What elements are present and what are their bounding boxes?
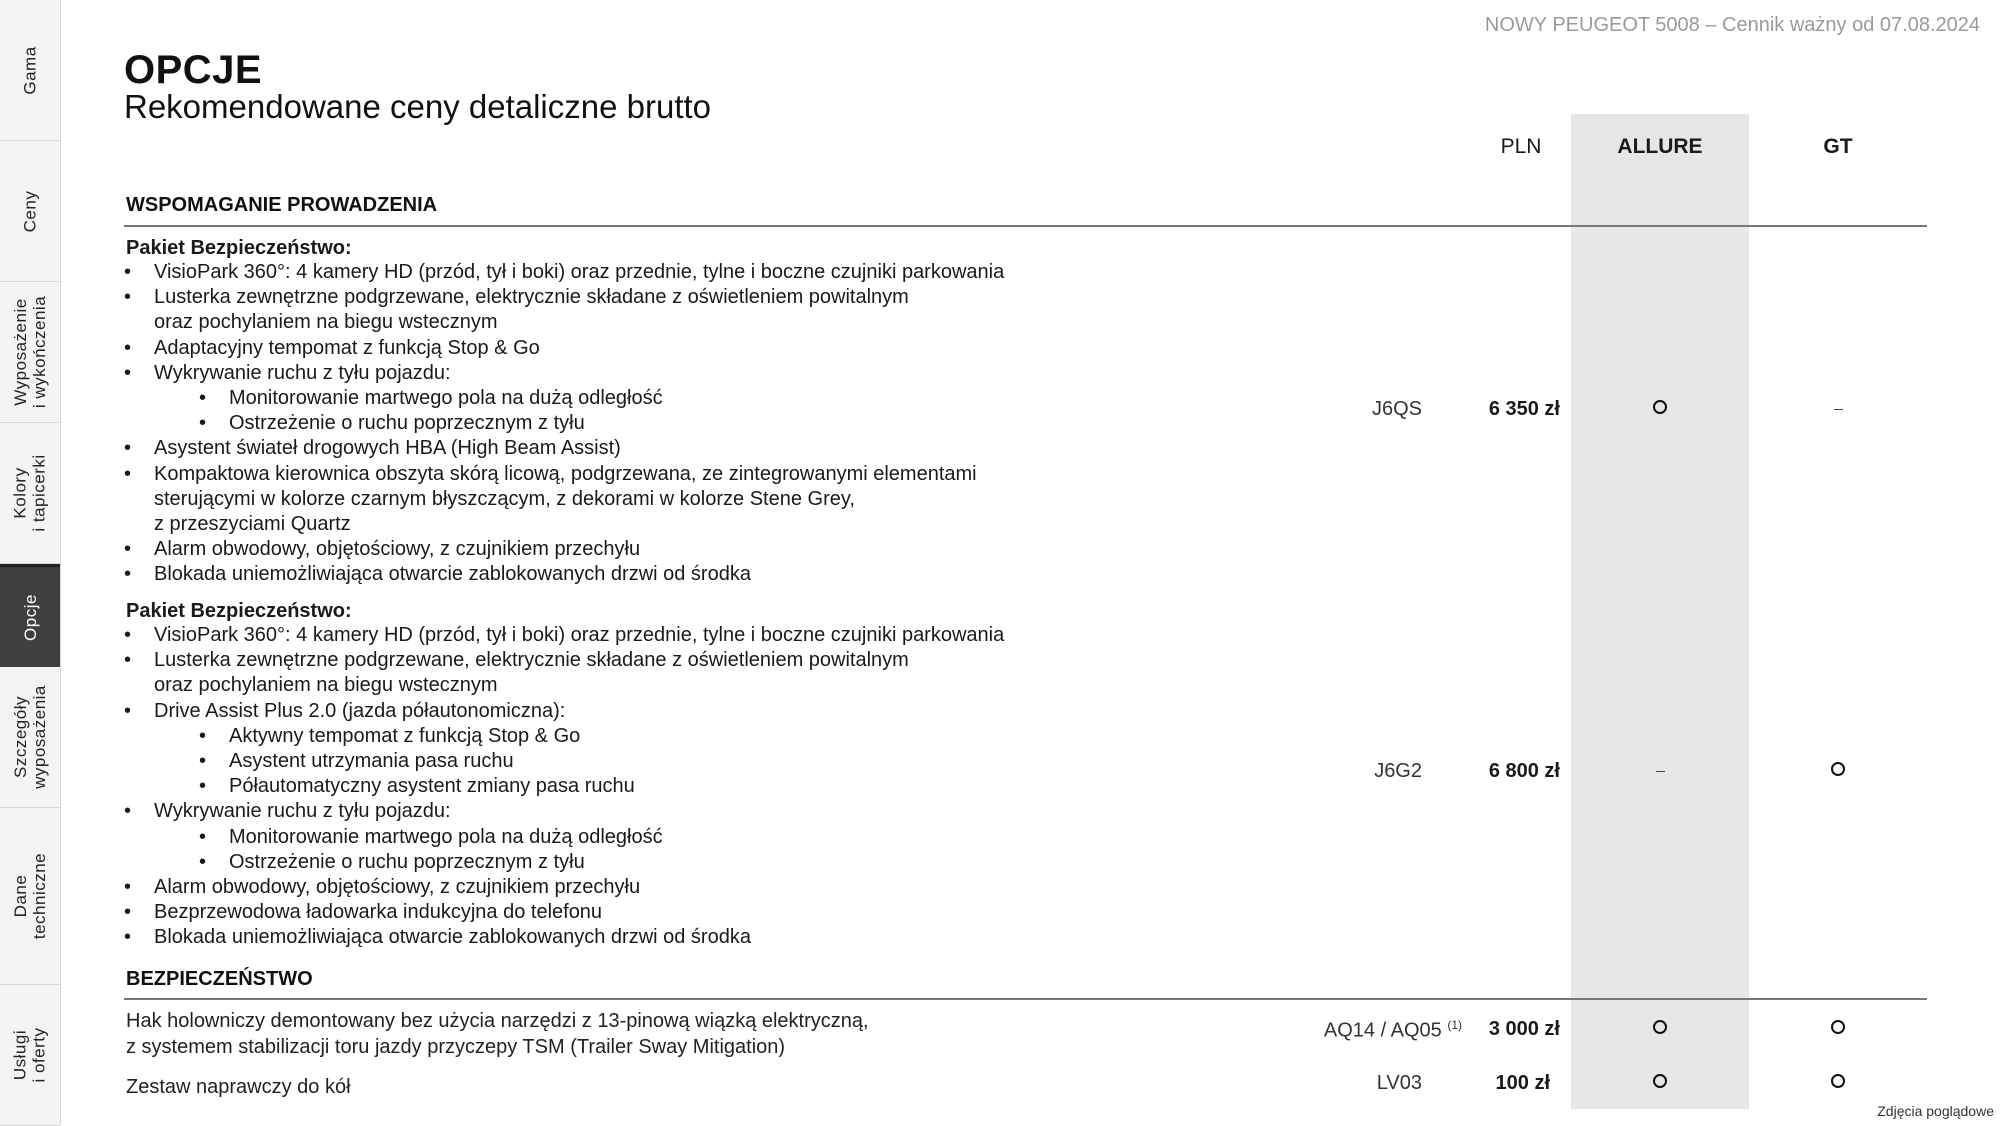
- sidebar-tab-label: Dane techniczne: [11, 852, 49, 940]
- gt-available-indicator: [1749, 1072, 1927, 1093]
- package-feature-list: [124, 623, 1004, 951]
- list-item: • Lusterka zewnętrzne podgrzewane, elektrycznie składane z oświetleniem powitalnym: [124, 649, 909, 672]
- sidebar-tab-uslugi[interactable]: [0, 985, 60, 1126]
- list-item: • Drive Assist Plus 2.0 (jazda półautonomiczna):: [124, 699, 566, 722]
- list-item-continuation: z przeszyciami Quartz: [154, 513, 351, 536]
- column-header-allure: ALLURE: [1617, 135, 1703, 158]
- list-item: • Blokada uniemożliwiająca otwarcie zablokowanych drzwi od środka: [124, 926, 751, 949]
- option-available-icon: [1831, 1020, 1845, 1034]
- sidebar-tab-kolory[interactable]: [0, 423, 60, 564]
- list-item-continuation: oraz pochylaniem na biegu wstecznym: [154, 674, 498, 697]
- option-price: 6 800 zł: [1488, 760, 1560, 782]
- page-title: OPCJE: [124, 48, 263, 92]
- sidebar-tab-label: Wyposażenie i wykończenia: [11, 295, 50, 409]
- list-subitem: • Aktywny tempomat z funkcją Stop & Go: [199, 724, 581, 747]
- sidebar-tab-dane[interactable]: [0, 808, 60, 985]
- package-title: Pakiet Bezpieczeństwo:: [126, 237, 352, 259]
- option-price: 100 zł: [1495, 1072, 1550, 1094]
- list-item: • Kompaktowa kierownica obszyta skórą licową, podgrzewana, ze zintegrowanymi elementami: [124, 462, 977, 485]
- footer-note: Zdjęcia poglądowe: [1877, 1103, 1994, 1119]
- option-available-icon: [1653, 1074, 1667, 1088]
- list-item-continuation: oraz pochylaniem na biegu wstecznym: [154, 311, 498, 334]
- list-item: • Bezprzewodowa ładowarka indukcyjna do telefonu: [124, 901, 603, 924]
- sidebar-tab-ceny[interactable]: [0, 141, 60, 282]
- option-description: Hak holowniczy demontowany bez użycia narzędzi z 13-pinową wiązką elektryczną, z systemem stabilizacji toru jazdy przyczepy TSM (Trailer Sway Mitigation): [126, 1010, 869, 1058]
- section-title-safety: BEZPIECZEŃSTWO: [126, 968, 313, 990]
- allure-column-band: [1571, 114, 1749, 1109]
- document-header: NOWY PEUGEOT 5008 – Cennik ważny od 07.08.2024: [1484, 14, 1980, 36]
- page-subtitle: Rekomendowane ceny detaliczne brutto: [124, 88, 712, 125]
- sidebar-tab-label: Kolory i tapicerki: [11, 454, 49, 532]
- section-divider: [124, 225, 1927, 227]
- list-item-continuation: sterującymi w kolorze czarnym błyszczącym, z dekorami w kolorze Stene Grey,: [154, 487, 855, 510]
- gt-available-indicator: [1749, 1018, 1927, 1039]
- package-feature-list: [124, 260, 1004, 588]
- list-item: • Wykrywanie ruchu z tyłu pojazdu:: [124, 800, 451, 823]
- list-subitem: • Monitorowanie martwego pola na dużą odległość: [199, 825, 663, 848]
- list-item: • Wykrywanie ruchu z tyłu pojazdu:: [124, 361, 451, 384]
- option-code: LV03: [1376, 1072, 1422, 1094]
- list-item: • Lusterka zewnętrzne podgrzewane, elektrycznie składane z oświetleniem powitalnym: [124, 286, 909, 309]
- column-header-gt: GT: [1823, 135, 1853, 158]
- allure-standard-indicator: [1571, 398, 1749, 419]
- list-item: • Adaptacyjny tempomat z funkcją Stop & Go: [124, 336, 540, 359]
- allure-available-indicator: [1571, 1018, 1749, 1039]
- section-title-driving-assist: WSPOMAGANIE PROWADZENIA: [126, 194, 438, 216]
- not-available-icon: [1834, 409, 1843, 411]
- option-code: J6G2: [1374, 760, 1422, 782]
- list-subitem: • Półautomatyczny asystent zmiany pasa ruchu: [199, 775, 635, 798]
- section-divider: [124, 998, 1927, 1000]
- sidebar-tab-wyposazenie[interactable]: [0, 282, 60, 423]
- list-item: • Alarm obwodowy, objętościowy, z czujnikiem przechyłu: [124, 876, 641, 899]
- list-item: • VisioPark 360°: 4 kamery HD (przód, tył i boki) oraz przednie, tylne i boczne czujniki parkowania: [124, 624, 1005, 646]
- footnote-marker: (1): [1447, 1018, 1462, 1032]
- allure-unavailable-indicator: [1571, 760, 1749, 781]
- gt-standard-indicator: [1749, 760, 1927, 781]
- option-code: J6QS: [1371, 398, 1422, 420]
- list-item: • Blokada uniemożliwiająca otwarcie zablokowanych drzwi od środka: [124, 563, 751, 586]
- list-subitem: • Monitorowanie martwego pola na dużą odległość: [199, 387, 663, 410]
- sidebar-tab-gama[interactable]: [0, 0, 60, 141]
- package-title: Pakiet Bezpieczeństwo:: [126, 600, 352, 622]
- not-available-icon: [1656, 771, 1665, 773]
- sidebar-tab-label: Opcje: [20, 593, 40, 641]
- sidebar-tab-label: Ceny: [20, 190, 40, 232]
- sidebar-tab-szczegoly[interactable]: [0, 667, 60, 808]
- option-price: 6 350 zł: [1488, 398, 1560, 420]
- gt-unavailable-indicator: [1749, 398, 1927, 419]
- sidebar-tab-label: Usługi i oferty: [11, 1027, 49, 1083]
- allure-available-indicator: [1571, 1072, 1749, 1093]
- list-item: • Asystent świateł drogowych HBA (High Beam Assist): [124, 437, 621, 460]
- option-available-icon: [1653, 400, 1667, 414]
- option-available-icon: [1831, 1074, 1845, 1088]
- sidebar-tab-label: Szczegóły wyposażenia: [11, 685, 49, 789]
- sidebar-tab-opcje[interactable]: [0, 564, 60, 670]
- list-item: • Alarm obwodowy, objętościowy, z czujnikiem przechyłu: [124, 538, 641, 561]
- option-code: AQ14 / AQ05 $^{(1)}$: [1323, 1018, 1462, 1042]
- option-description: Zestaw naprawczy do kół: [126, 1076, 351, 1098]
- list-item: • VisioPark 360°: 4 kamery HD (przód, tył i boki) oraz przednie, tylne i boczne czujniki parkowania: [124, 261, 1005, 283]
- column-header-pln: PLN: [1500, 135, 1542, 158]
- list-subitem: • Asystent utrzymania pasa ruchu: [199, 750, 514, 773]
- list-subitem: • Ostrzeżenie o ruchu poprzecznym z tyłu: [199, 850, 585, 873]
- list-subitem: • Ostrzeżenie o ruchu poprzecznym z tyłu: [199, 412, 585, 435]
- sidebar-tab-label: Gama: [20, 45, 40, 95]
- option-available-icon: [1831, 762, 1845, 776]
- sidebar-nav: [0, 0, 61, 1125]
- option-price: 3 000 zł: [1488, 1018, 1560, 1040]
- option-available-icon: [1653, 1020, 1667, 1034]
